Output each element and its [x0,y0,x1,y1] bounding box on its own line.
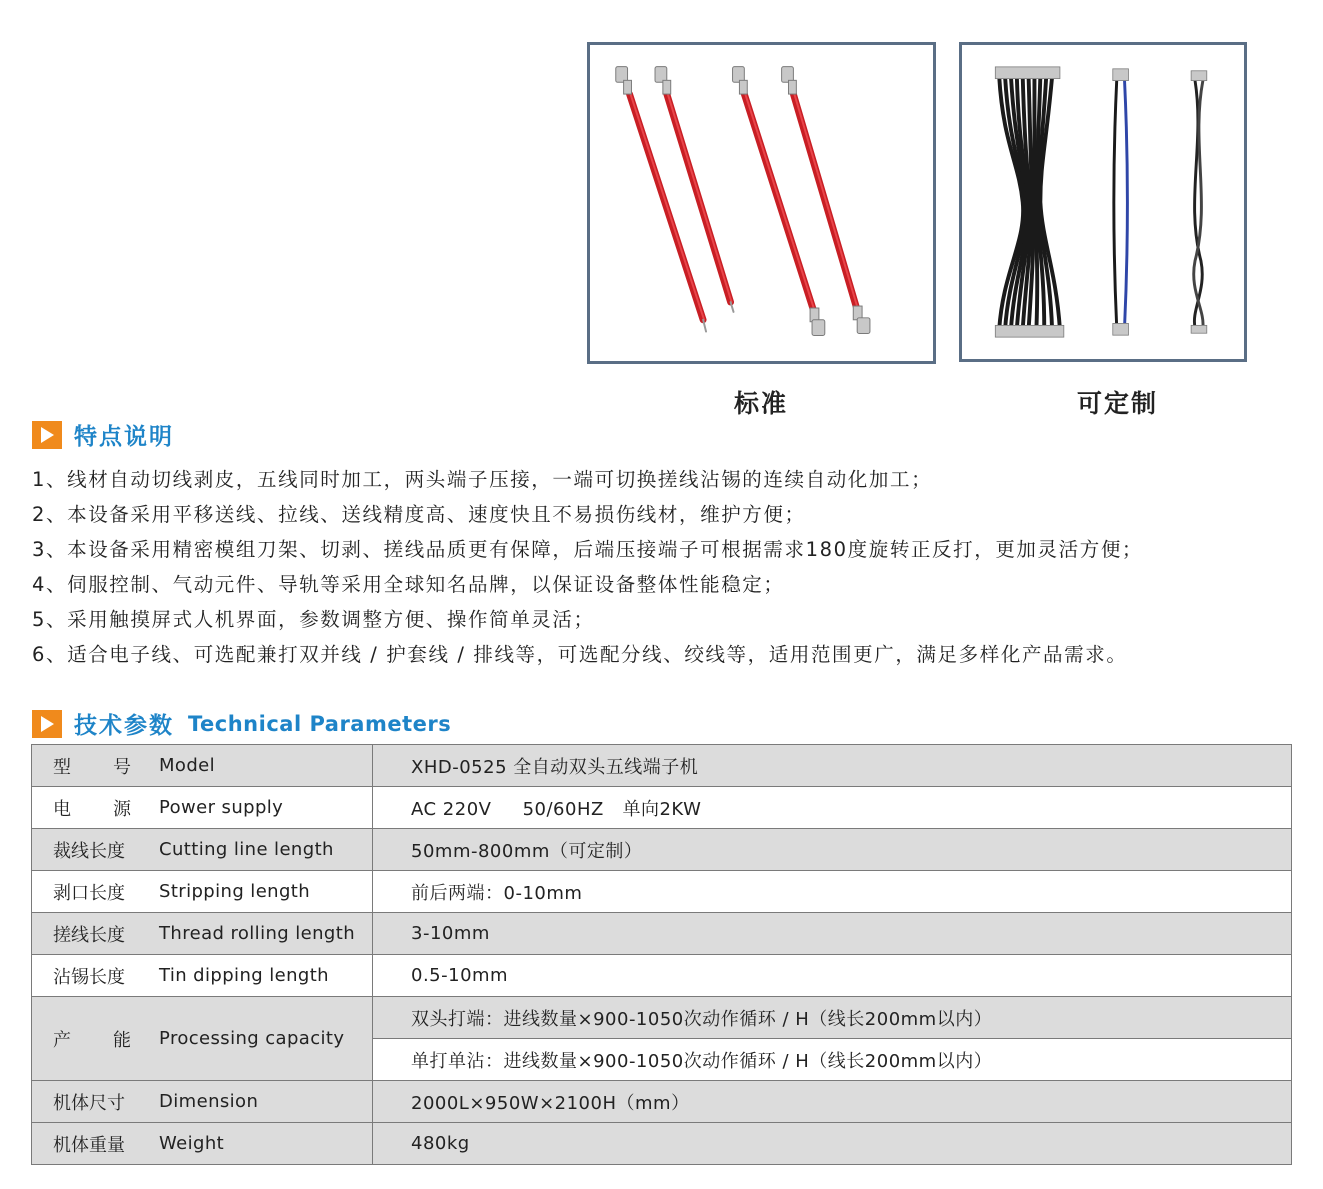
features-title: 特点说明 [74,424,174,450]
standard-caption: 标准 [734,389,789,418]
feature-item: 3、本设备采用精密模组刀架、切剥、搓线品质更有保障，后端压接端子可根据需求180度旋转正反打，更加灵活方便； [32,538,1144,561]
features-list [32,462,1143,672]
feature-item: 4、伺服控制、气动元件、导轨等采用全球知名品牌，以保证设备整体性能稳定； [32,573,785,596]
table-row [32,913,1292,955]
standard-wires-photo [587,42,936,364]
red-wires-image [590,45,933,361]
param-value: 50mm-800mm（可定制） [373,829,1292,871]
param-value: 2000L×950W×2100H（mm） [373,1081,1292,1123]
table-row [32,955,1292,997]
param-label: 电 源 Power supply [32,787,373,829]
table-row [32,745,1292,787]
param-label: 裁线长度 Cutting line length [32,829,373,871]
param-label: 搓线长度 Thread rolling length [32,913,373,955]
param-value: 前后两端：0-10mm [373,871,1292,913]
params-table [31,744,1292,1165]
param-label: 型 号 Model [32,745,373,787]
features-heading [32,418,174,451]
table-row [32,1081,1292,1123]
play-arrow-icon [32,710,62,738]
param-label: 机体重量 Weight [32,1123,373,1165]
table-row [32,829,1292,871]
play-arrow-icon [32,421,62,449]
table-row [32,1123,1292,1165]
feature-item: 1、线材自动切线剥皮，五线同时加工，两头端子压接，一端可切换搓线沾锡的连续自动化加工； [32,468,933,491]
param-value: 双头打端：进线数量×900-1050次动作循环 / H（线长200mm以内） [373,997,1292,1039]
params-title-en: Technical Parameters [188,711,452,736]
feature-item: 2、本设备采用平移送线、拉线、送线精度高、速度快且不易损伤线材，维护方便； [32,503,806,526]
param-value: 0.5-10mm [373,955,1292,997]
params-title: 技术参数 [74,713,174,739]
param-label: 产 能 Processing capacity [32,997,373,1081]
table-row [32,871,1292,913]
param-label: 沾锡长度 Tin dipping length [32,955,373,997]
table-row [32,997,1292,1039]
feature-item: 6、适合电子线、可选配兼打双并线 / 护套线 / 排线等，可选配分线、绞线等，适用范围更广，满足多样化产品需求。 [32,643,1128,666]
param-value: AC 220V 50/60HZ 单向2KW [373,787,1292,829]
custom-wires-image [962,45,1244,359]
params-heading [32,707,451,740]
param-value: 单打单沾：进线数量×900-1050次动作循环 / H（线长200mm以内） [373,1039,1292,1081]
param-value: 3-10mm [373,913,1292,955]
param-label: 剥口长度 Stripping length [32,871,373,913]
param-value: 480kg [373,1123,1292,1165]
custom-caption: 可定制 [1077,389,1159,418]
feature-item: 5、采用触摸屏式人机界面，参数调整方便、操作简单灵活； [32,608,595,631]
custom-wires-photo [959,42,1247,362]
param-label: 机体尺寸 Dimension [32,1081,373,1123]
param-value: XHD-0525 全自动双头五线端子机 [373,745,1292,787]
table-row [32,787,1292,829]
